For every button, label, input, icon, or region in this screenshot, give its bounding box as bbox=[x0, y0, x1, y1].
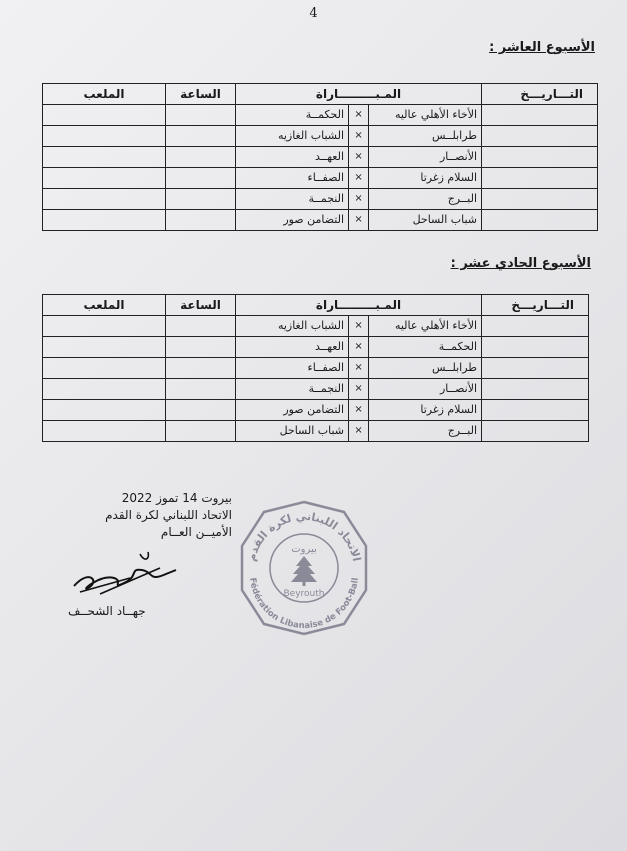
cell-time bbox=[166, 358, 236, 379]
cell-vs: × bbox=[349, 316, 369, 337]
table-row bbox=[43, 105, 598, 126]
cell-date bbox=[482, 421, 589, 442]
cell-venue bbox=[43, 168, 166, 189]
cell-date bbox=[482, 147, 598, 168]
cell-home-team: الأخاء الأهلي عاليه bbox=[369, 316, 482, 337]
cell-date bbox=[482, 400, 589, 421]
cell-away-team: شباب الساحل bbox=[236, 421, 349, 442]
week10-title: الأسبوع العاشر : bbox=[489, 40, 595, 55]
header-venue: الملعب bbox=[43, 295, 166, 316]
cell-away-team: التضامن صور bbox=[236, 210, 349, 231]
signature-organization: الاتحاد اللبناني لكرة القدم bbox=[105, 508, 232, 522]
handwritten-signature bbox=[70, 548, 180, 598]
table-row bbox=[43, 400, 589, 421]
cell-time bbox=[166, 126, 236, 147]
table-row bbox=[43, 421, 589, 442]
cedar-icon bbox=[291, 556, 317, 586]
table-row bbox=[43, 379, 589, 400]
cell-time bbox=[166, 421, 236, 442]
cell-time bbox=[166, 168, 236, 189]
cell-time bbox=[166, 189, 236, 210]
cell-vs: × bbox=[349, 210, 369, 231]
week10-rows bbox=[43, 105, 598, 231]
cell-away-team: الصفــاء bbox=[236, 168, 349, 189]
table-row bbox=[43, 147, 598, 168]
cell-home-team: الأخاء الأهلي عاليه bbox=[369, 105, 482, 126]
cell-vs: × bbox=[349, 147, 369, 168]
cell-away-team: النجمــة bbox=[236, 379, 349, 400]
cell-vs: × bbox=[349, 105, 369, 126]
cell-vs: × bbox=[349, 400, 369, 421]
cell-venue bbox=[43, 147, 166, 168]
seal-french-ring: Fédération Libanaise de Foot-Ball bbox=[247, 577, 361, 632]
cell-home-team: السلام زغرتا bbox=[369, 400, 482, 421]
seal-arabic-ring: الاتحاد اللبناني لكرة القدم bbox=[244, 509, 364, 563]
cell-time bbox=[166, 210, 236, 231]
cell-away-team: الشباب الغازيه bbox=[236, 126, 349, 147]
table-header-row bbox=[43, 295, 589, 316]
cell-vs: × bbox=[349, 189, 369, 210]
cell-date bbox=[482, 358, 589, 379]
header-match: المـبـــــــــاراة bbox=[236, 295, 482, 316]
cell-home-team: السلام زغرتا bbox=[369, 168, 482, 189]
cell-vs: × bbox=[349, 358, 369, 379]
cell-time bbox=[166, 379, 236, 400]
table-row bbox=[43, 337, 589, 358]
cell-away-team: الشباب الغازيه bbox=[236, 316, 349, 337]
cell-away-team: العهــد bbox=[236, 337, 349, 358]
cell-venue bbox=[43, 337, 166, 358]
table-row bbox=[43, 210, 598, 231]
cell-home-team: طرابلــس bbox=[369, 126, 482, 147]
cell-vs: × bbox=[349, 421, 369, 442]
cell-home-team: شباب الساحل bbox=[369, 210, 482, 231]
cell-away-team: الصفــاء bbox=[236, 358, 349, 379]
cell-away-team: التضامن صور bbox=[236, 400, 349, 421]
cell-date bbox=[482, 337, 589, 358]
cell-home-team: البــرج bbox=[369, 189, 482, 210]
header-venue: الملعب bbox=[43, 84, 166, 105]
cell-home-team: الأنصــار bbox=[369, 379, 482, 400]
table-header-row bbox=[43, 84, 598, 105]
cell-home-team: الأنصــار bbox=[369, 147, 482, 168]
cell-away-team: الحكمــة bbox=[236, 105, 349, 126]
cell-home-team: طرابلــس bbox=[369, 358, 482, 379]
table-row bbox=[43, 316, 589, 337]
header-date: التـــاريـــخ bbox=[482, 84, 598, 105]
signature-block bbox=[68, 490, 232, 541]
header-date: التـــاريـــخ bbox=[482, 295, 589, 316]
cell-date bbox=[482, 379, 589, 400]
signatory-name: جهــاد الشحــف bbox=[68, 604, 146, 618]
cell-vs: × bbox=[349, 168, 369, 189]
cell-time bbox=[166, 400, 236, 421]
cell-venue bbox=[43, 105, 166, 126]
cell-date bbox=[482, 168, 598, 189]
header-time: الساعة bbox=[166, 84, 236, 105]
cell-home-team: البــرج bbox=[369, 421, 482, 442]
week11-table bbox=[42, 294, 589, 442]
seal-city-arabic: بيروت bbox=[291, 544, 317, 555]
signature-date: بيروت 14 تموز 2022 bbox=[121, 491, 232, 505]
table-row bbox=[43, 126, 598, 147]
week11-rows bbox=[43, 316, 589, 442]
cell-venue bbox=[43, 421, 166, 442]
cell-venue bbox=[43, 189, 166, 210]
cell-venue bbox=[43, 316, 166, 337]
cell-vs: × bbox=[349, 126, 369, 147]
cell-venue bbox=[43, 379, 166, 400]
week10-table bbox=[42, 83, 598, 231]
table-row bbox=[43, 168, 598, 189]
header-match: المـبـــــــــاراة bbox=[236, 84, 482, 105]
cell-time bbox=[166, 316, 236, 337]
cell-venue bbox=[43, 358, 166, 379]
cell-venue bbox=[43, 126, 166, 147]
cell-time bbox=[166, 337, 236, 358]
cell-date bbox=[482, 210, 598, 231]
page-number: 4 bbox=[309, 6, 318, 21]
table-row bbox=[43, 189, 598, 210]
cell-vs: × bbox=[349, 379, 369, 400]
cell-date bbox=[482, 126, 598, 147]
seal-city-french: Beyrouth bbox=[283, 589, 325, 599]
cell-date bbox=[482, 105, 598, 126]
cell-venue bbox=[43, 400, 166, 421]
cell-time bbox=[166, 105, 236, 126]
cell-date bbox=[482, 316, 589, 337]
cell-vs: × bbox=[349, 337, 369, 358]
week11-title: الأسبوع الحادي عشر : bbox=[450, 256, 591, 271]
federation-seal bbox=[236, 498, 372, 638]
cell-date bbox=[482, 189, 598, 210]
signature-role: الأميــن العــام bbox=[160, 525, 232, 539]
cell-away-team: العهــد bbox=[236, 147, 349, 168]
cell-away-team: النجمــة bbox=[236, 189, 349, 210]
cell-time bbox=[166, 147, 236, 168]
table-row bbox=[43, 358, 589, 379]
cell-home-team: الحكمــة bbox=[369, 337, 482, 358]
cell-venue bbox=[43, 210, 166, 231]
header-time: الساعة bbox=[166, 295, 236, 316]
